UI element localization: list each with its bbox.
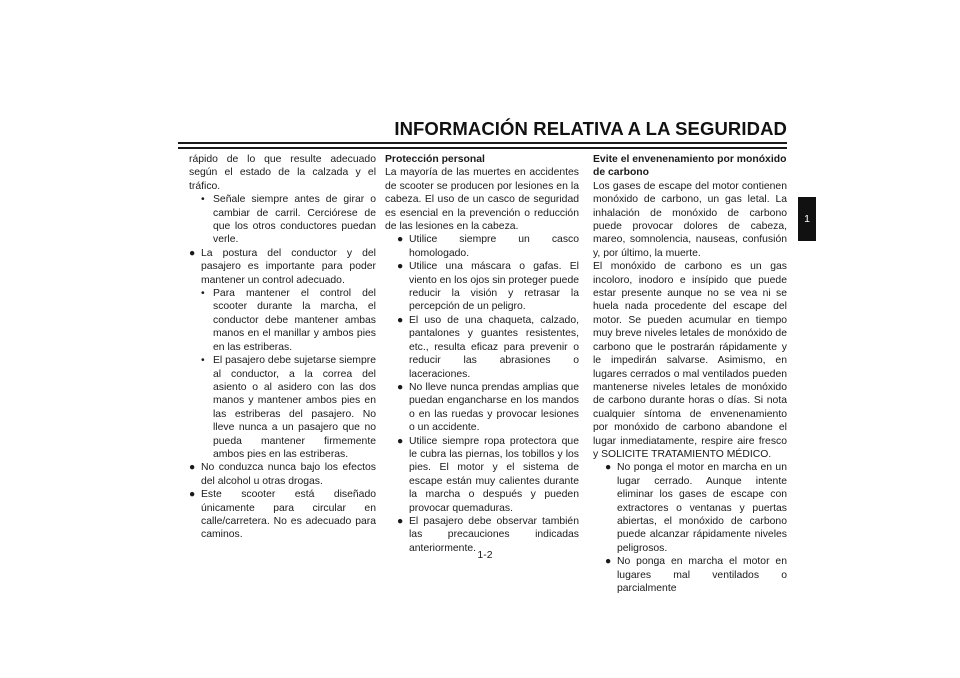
header-rule-bottom xyxy=(178,147,787,149)
chapter-tab: 1 xyxy=(798,197,816,241)
paragraph: Los gases de escape del motor contienen monóxido de carbono, un gas letal. La inhalación de monóxido de carbono puede provocar dolores de cabeza, mareo, somnolencia, nauseas, confusión y, por último, la muerte. xyxy=(593,180,787,259)
list-item: ● La postura del conductor y del pasajero es importante para poder mantener un control adecuado. xyxy=(189,247,376,286)
continued-text: rápido de lo que resulte adecuado según el estado de la calzada y el tráfico. xyxy=(189,154,376,192)
column-3 xyxy=(593,153,787,595)
bullet-circle-icon: ● xyxy=(397,381,404,393)
list-item: ● Este scooter está diseñado únicamente para circular en calle/carretera. No es adecuado para caminos. xyxy=(189,489,376,541)
section-heading: Protección personal xyxy=(385,154,485,165)
paragraph: La mayoría de las muertes en accidentes de scooter se producen por lesiones en la cabeza. El uso de un casco de seguridad es esencial en la prevención o reducción de las lesiones en la cabeza. xyxy=(385,167,579,233)
list-item: ● No ponga en marcha el motor en lugares mal ventilados o parcialmente xyxy=(605,556,787,594)
bullet-dot: • xyxy=(201,355,205,367)
list-item: ● No lleve nunca prendas amplias que puedan engancharse en los mandos o en las ruedas y provocar lesiones o un accidente. xyxy=(397,381,579,434)
bullet-dot: • xyxy=(201,194,205,206)
list-item: ● Utilice una máscara o gafas. El viento en los ojos sin proteger puede reducir la visión y retrasar la percepción de un peligro. xyxy=(397,261,579,313)
bullet-dot: • xyxy=(201,288,205,300)
bullet-circle-icon: ● xyxy=(397,261,404,273)
page-number: 1-2 xyxy=(477,549,493,561)
list-item: ● El uso de una chaqueta, calzado, pantalones y guantes resistentes, etc., resulta eficaz para prevenir o reducir las abrasiones o laceraciones. xyxy=(397,314,579,380)
bullet-circle-icon: ● xyxy=(397,314,404,326)
list-item: ● Utilice siempre un casco homologado. xyxy=(397,234,579,259)
column-1 xyxy=(189,153,376,542)
bullet-circle-icon: ● xyxy=(397,234,404,246)
header-rule-top xyxy=(178,142,787,144)
paragraph: El monóxido de carbono es un gas incoloro, inodoro e insípido que puede estar presente aunque no se vea ni se huela nada procedente del escape del motor. Se pueden acumular en tiempo muy breve niveles letales de monóxido de carbono que le postrarán rápidamente y le impedirán salvarse. Asimismo, en lugares cerrados o mal ventilados pueden mantenerse niveles letales de monóxido de carbono durante horas o días. Si nota cualquier síntoma de envenenamiento por monóxido de carbono abandone el lugar inmediatamente, respire aire fresco y SOLICITE TRATAMIENTO MÉDICO. xyxy=(593,261,787,460)
bullet-circle-icon: ● xyxy=(189,462,196,474)
list-item: • Para mantener el control del scooter durante la marcha, el conductor debe mantener ambas manos en el manillar y ambos pies en las estriberas. xyxy=(201,288,376,353)
column-2 xyxy=(385,153,579,555)
list-item: ● No conduzca nunca bajo los efectos del alcohol u otras drogas. xyxy=(189,462,376,487)
page-title: INFORMACIÓN RELATIVA A LA SEGURIDAD xyxy=(394,118,787,139)
bullet-circle-icon: ● xyxy=(189,247,196,259)
bullet-circle-icon: ● xyxy=(397,515,404,527)
page-header xyxy=(392,118,787,140)
list-item: • Señale siempre antes de girar o cambiar de carril. Cerciórese de que los otros conductores puedan verle. xyxy=(201,194,376,246)
list-item: ● No ponga el motor en marcha en un lugar cerrado. Aunque intente eliminar los gases de escape con extractores o ventanas y puertas abiertas, el monóxido de carbono puede alcanzar rápidamente niveles peligrosos. xyxy=(605,462,787,554)
bullet-circle-icon: ● xyxy=(397,435,404,447)
list-item: ● El pasajero debe observar también las precauciones indicadas anteriormente. xyxy=(397,515,579,554)
section-heading: Evite el envenenamiento por monóxido de carbono xyxy=(593,154,787,179)
bullet-circle-icon: ● xyxy=(189,489,196,501)
bullet-circle-icon: ● xyxy=(605,556,612,568)
list-item: • El pasajero debe sujetarse siempre al conductor, a la correa del asiento o al asidero con las dos manos y mantener ambos pies en las estriberas del pasajero. No lleve nunca a un pasajero que no pueda mantener firmemente ambos pies en las estriberas. xyxy=(201,355,376,460)
bullet-circle-icon: ● xyxy=(605,462,612,474)
list-item: ● Utilice siempre ropa protectora que le cubra las piernas, los tobillos y los pies. El motor y el sistema de escape están muy calientes durante la marcha o después y pueden provocar quemaduras. xyxy=(397,435,579,514)
